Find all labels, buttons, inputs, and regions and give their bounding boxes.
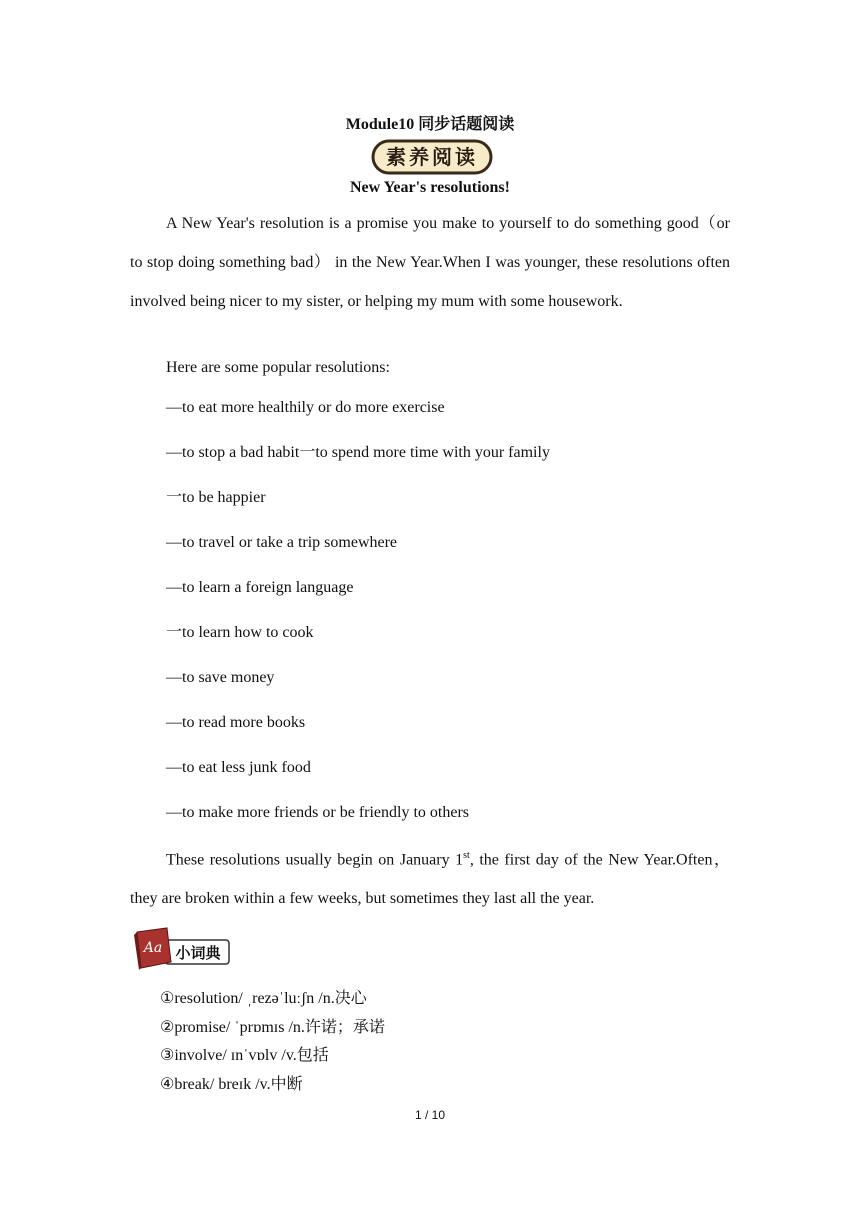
list-item: 一to be happier: [166, 489, 266, 506]
vocab-item: ①resolution/ ˌrezəˈluːʃn /n.决心: [160, 990, 367, 1007]
list-item: —to read more books: [166, 714, 306, 731]
list-item: 一to learn how to cook: [166, 624, 314, 641]
book-text: Aa: [143, 940, 163, 956]
dictionary-label: 小词典: [175, 944, 221, 962]
ordinal-suffix: st: [463, 850, 470, 861]
list-item: —to eat more healthily or do more exercise: [166, 399, 445, 416]
vocab-item: ②promise/ ˈprɒmɪs /n.许诺；承诺: [160, 1018, 385, 1036]
vocabulary-list: [160, 988, 385, 1102]
list-item: —to travel or take a trip somewhere: [166, 534, 398, 551]
list-item: —to save money: [166, 669, 275, 686]
dictionary-badge: [131, 926, 231, 972]
list-item: —to stop a bad habit一to spend more time with your family: [166, 444, 550, 461]
reading-banner: [371, 139, 493, 175]
banner-label: 素养阅读: [386, 145, 478, 169]
closing-paragraph: [130, 836, 730, 918]
page-title: Module10 同步话题阅读: [345, 116, 515, 133]
page-number: 1 / 10: [414, 1108, 446, 1122]
resolutions-intro: Here are some popular resolutions:: [166, 359, 390, 376]
vocab-item: ④break/ breɪk /v.中断: [160, 1075, 303, 1093]
list-item: —to make more friends or be friendly to others: [166, 804, 470, 821]
resolutions-list: [166, 397, 550, 847]
closing-text-before: These resolutions usually begin on January 1: [166, 851, 464, 869]
vocab-item: ③involve/ ɪnˈvɒlv /v.包括: [160, 1047, 329, 1064]
intro-paragraph: A New Year's resolution is a promise you make to yourself to do something good（or to stop doing something bad） in the New Year.When I was younger, these resolutions often involved being nicer to my sister, or helping my mum with some housework.: [130, 215, 730, 310]
list-item: —to learn a foreign language: [166, 579, 354, 596]
list-item: —to eat less junk food: [166, 759, 311, 776]
closing-text-after: , the first day of the New Year.Often，they are broken within a few weeks, but sometimes they last all the year.: [130, 851, 730, 908]
article-subtitle: New Year's resolutions!: [350, 179, 510, 196]
